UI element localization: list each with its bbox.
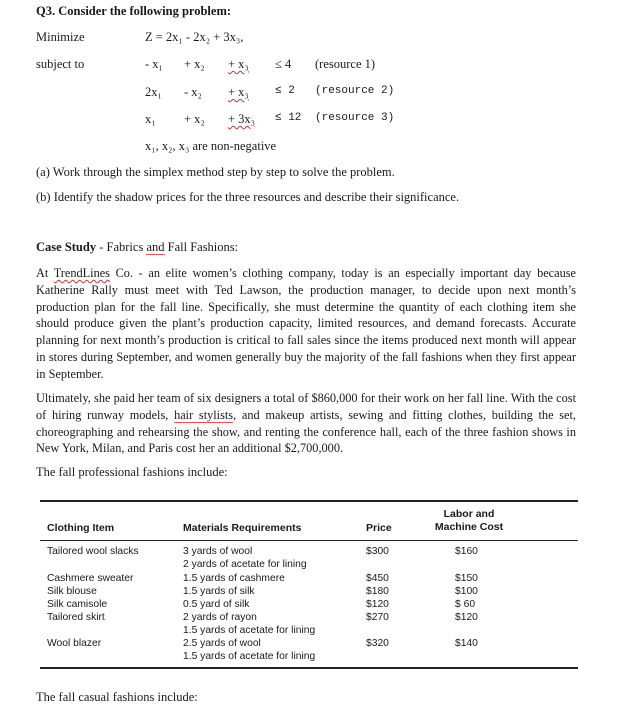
minimize-label: Minimize (36, 30, 85, 44)
constraint-2-label: (resource 2) (315, 85, 395, 97)
constraint-3-x3: + 3x₃ (228, 112, 256, 126)
table-row-material: 1.5 yards of acetate for lining (183, 651, 316, 662)
case-study-title: Case Study - Fabrics and Fall Fashions: (36, 240, 239, 254)
table-row-item: Tailored wool slacks (47, 546, 139, 557)
table-row-material: 2 yards of rayon (183, 612, 257, 623)
table-header-rule (40, 540, 578, 541)
part-a-text: (a) Work through the simplex method step by step to solve the problem. (36, 165, 395, 179)
table-row-price: $300 (366, 546, 389, 557)
header-cost-line1: Labor and (443, 508, 495, 520)
table-row-material: 3 yards of wool (183, 546, 253, 557)
table-row-material: 1.5 yards of silk (183, 586, 255, 597)
table-row-cost: $150 (455, 573, 478, 584)
constraint-3-x1: x₁ (145, 112, 156, 126)
casual-fashions-intro: The fall casual fashions include: (36, 690, 198, 704)
constraint-2-x3: + x₃ (228, 85, 249, 99)
table-bottom-rule (40, 667, 578, 669)
constraint-3-x2: + x₂ (184, 112, 205, 126)
table-row-cost: $160 (455, 546, 478, 557)
constraint-2-rhs: ≤ 2 (275, 85, 295, 97)
question-title: Q3. Consider the following problem: (36, 4, 232, 18)
table-top-rule (40, 500, 578, 502)
header-cost-line2: Machine Cost (434, 521, 504, 533)
table-row-material: 0.5 yard of silk (183, 599, 250, 610)
objective-function: Z = 2x₁ - 2x₂ + 3x₃, (145, 30, 244, 44)
table-row-cost: $100 (455, 586, 478, 597)
table-row-item: Cashmere sweater (47, 573, 134, 584)
table-row-item: Silk camisole (47, 599, 108, 610)
constraint-3-rhs: ≤ 12 (275, 112, 302, 124)
table-row-cost: $140 (455, 638, 478, 649)
constraint-1-x2: + x₂ (184, 57, 205, 71)
table-row-price: $180 (366, 586, 389, 597)
constraint-3-label: (resource 3) (315, 112, 395, 124)
table-row-material: 1.5 yards of cashmere (183, 573, 285, 584)
table-row-material: 1.5 yards of acetate for lining (183, 625, 316, 636)
nonnegativity-constraint: x₁, x₂, x₃ are non-negative (145, 139, 277, 153)
constraint-1-label: (resource 1) (315, 57, 376, 71)
header-materials: Materials Requirements (183, 522, 302, 534)
table-row-price: $270 (366, 612, 389, 623)
case-paragraph-1: At TrendLines Co. - an elite women’s clothing company, today is an especially important day because Katherine Rally must meet with Ted Lawson, the production manager, to decide upon next month’s production plan for the fall line. Specifically, she must determine the quantity of each clothing item she should produce given the plant’s production capacity, limited resources, and demand forecasts. Accurate planning for next month’s production is critical to fall sales since the items produced next month will appear in stores during September, and women generally buy the majority of the fall fashions when they first appear in September. (36, 266, 576, 381)
subject-to-label: subject to (36, 57, 85, 71)
table-row-item: Silk blouse (47, 586, 97, 597)
constraint-1-x3: + x₃ (228, 57, 249, 71)
table-row-price: $320 (366, 638, 389, 649)
table-row-price: $450 (366, 573, 389, 584)
table-row-material: 2 yards of acetate for lining (183, 559, 307, 570)
table-row-price: $120 (366, 599, 389, 610)
professional-fashions-intro: The fall professional fashions include: (36, 465, 228, 479)
constraint-1-x1: - x₁ (145, 57, 163, 71)
table-row-item: Tailored skirt (47, 612, 105, 623)
table-row-material: 2.5 yards of wool (183, 638, 261, 649)
table-row-cost: $ 60 (455, 599, 476, 610)
case-paragraph-2: Ultimately, she paid her team of six designers a total of $860,000 for their work on her fall line. With the cost of hiring runway models, hair stylists, and makeup artists, sewing and fitting clothes, building the set, choreographing and rehearsing the show, and renting the conference hall, each of the three fashion shows in New York, Milan, and Paris cost her an additional $2,700,000. (36, 391, 576, 456)
constraint-1-rhs: ≤ 4 (275, 57, 292, 71)
table-row-cost: $120 (455, 612, 478, 623)
table-row-item: Wool blazer (47, 638, 102, 649)
header-clothing-item: Clothing Item (47, 522, 115, 534)
header-price: Price (366, 522, 392, 534)
part-b-text: (b) Identify the shadow prices for the three resources and describe their significance. (36, 190, 460, 204)
constraint-2-x2: - x₂ (184, 85, 202, 99)
constraint-2-x1: 2x₁ (145, 85, 162, 99)
